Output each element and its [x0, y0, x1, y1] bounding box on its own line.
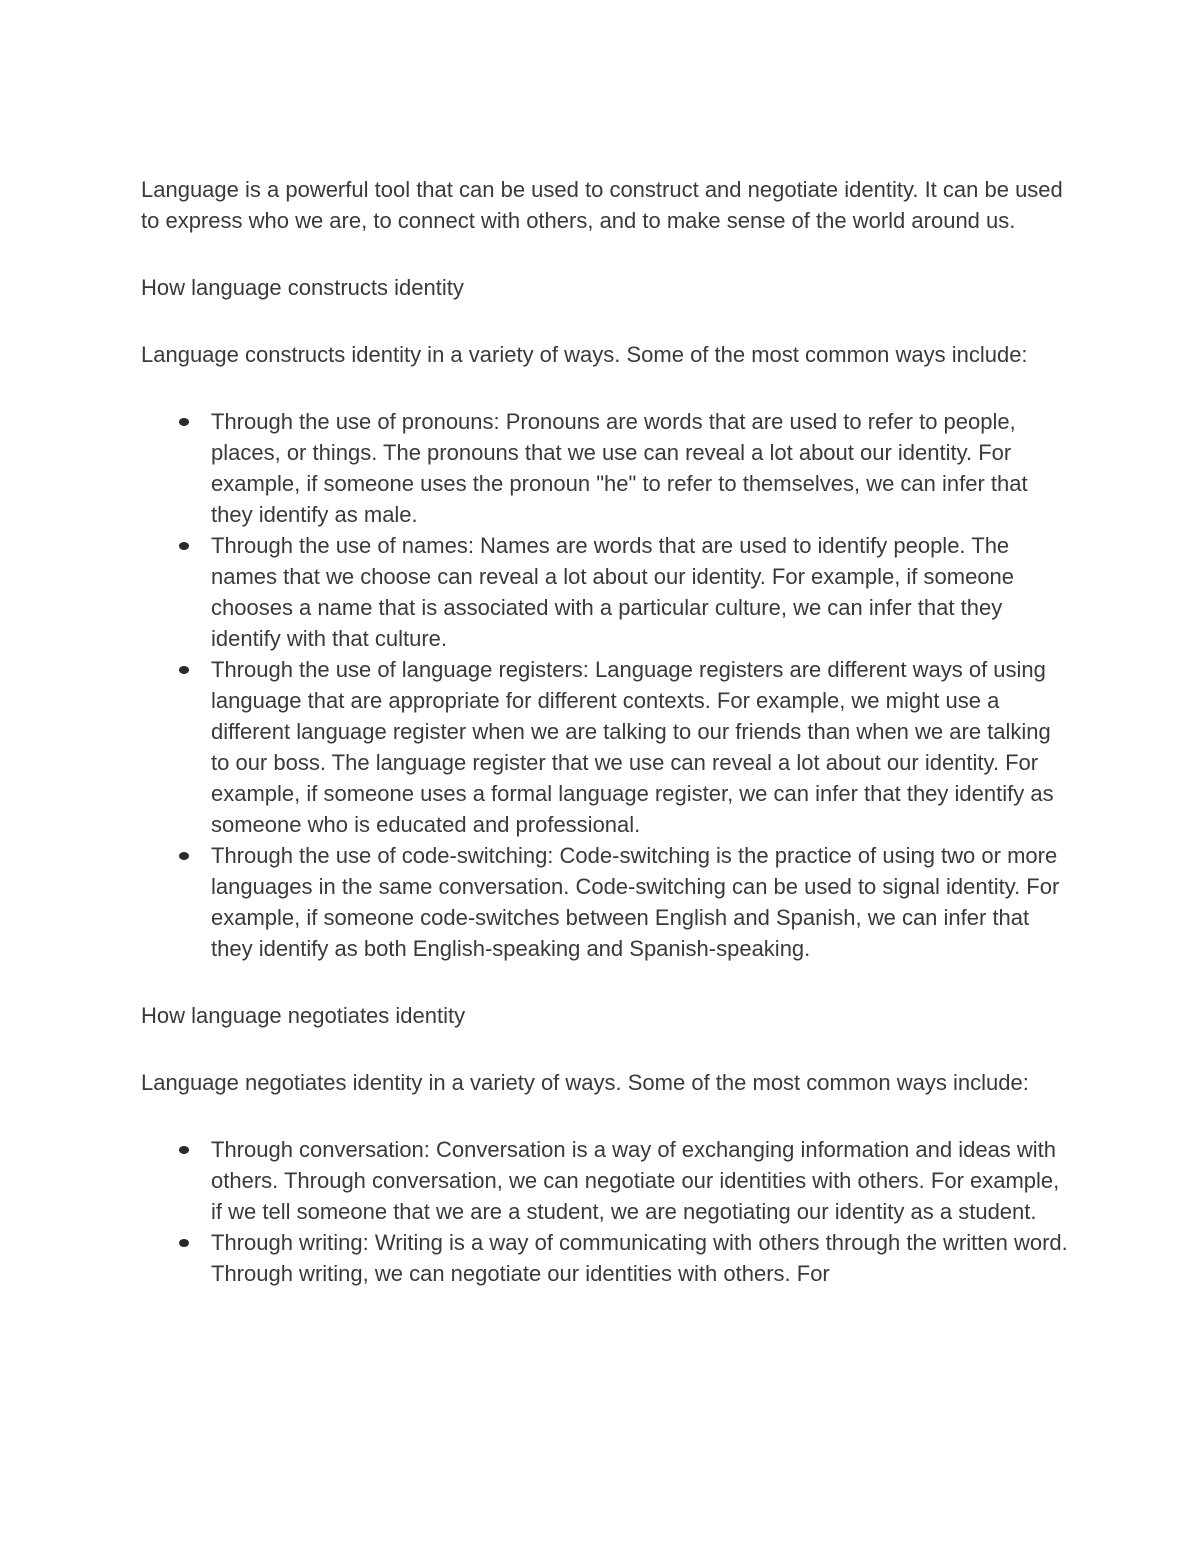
list-item	[141, 1134, 1071, 1227]
section-heading-negotiates: How language negotiates identity	[141, 1003, 466, 1028]
list-item	[141, 654, 1071, 840]
bullet-icon	[179, 1146, 189, 1154]
list-item-text: Through the use of language registers: Language registers are different ways of using language that are appropriate for different contexts. For example, we might use a different language register when we are talking to our friends than when we are talking to our boss. The language register that we use can reveal a lot about our identity. For example, if someone uses a formal language register, we can infer that they identify as someone who is educated and professional.	[211, 657, 1054, 837]
list-item-text: Through the use of pronouns: Pronouns are words that are used to refer to people, places, or things. The pronouns that we use can reveal a lot about our identity. For example, if someone uses the pronoun "he" to refer to themselves, we can infer that they identify as male.	[211, 409, 1028, 527]
list-item	[141, 1227, 1071, 1289]
list-item-text: Through the use of names: Names are words that are used to identify people. The names that we choose can reveal a lot about our identity. For example, if someone chooses a name that is associated with a particular culture, we can infer that they identify with that culture.	[211, 533, 1015, 651]
bullet-icon	[179, 1239, 189, 1247]
list-item-text: Through writing: Writing is a way of communicating with others through the written word. Through writing, we can negotiate our identities with others. For	[211, 1230, 1068, 1286]
bullet-icon	[179, 852, 189, 860]
constructs-list	[141, 406, 1071, 964]
bullet-icon	[179, 418, 189, 426]
document-page	[141, 174, 1071, 1325]
section-intro-negotiates: Language negotiates identity in a variety of ways. Some of the most common ways include:	[141, 1070, 1029, 1095]
section-intro-constructs: Language constructs identity in a variety of ways. Some of the most common ways include:	[141, 342, 1028, 367]
list-item	[141, 840, 1071, 964]
section-heading-constructs: How language constructs identity	[141, 275, 464, 300]
list-item	[141, 406, 1071, 530]
list-item	[141, 530, 1071, 654]
list-item-text: Through the use of code-switching: Code-switching is the practice of using two or more languages in the same conversation. Code-switching can be used to signal identity. For example, if someone code-switches between English and Spanish, we can infer that they identify as both English-speaking and Spanish-speaking.	[211, 843, 1060, 961]
negotiates-list	[141, 1134, 1071, 1289]
bullet-icon	[179, 666, 189, 674]
bullet-icon	[179, 542, 189, 550]
intro-paragraph: Language is a powerful tool that can be used to construct and negotiate identity. It can be used to express who we are, to connect with others, and to make sense of the world around us.	[141, 177, 1063, 233]
list-item-text: Through conversation: Conversation is a way of exchanging information and ideas with others. Through conversation, we can negotiate our identities with others. For example, if we tell someone that we are a student, we are negotiating our identity as a student.	[211, 1137, 1060, 1224]
